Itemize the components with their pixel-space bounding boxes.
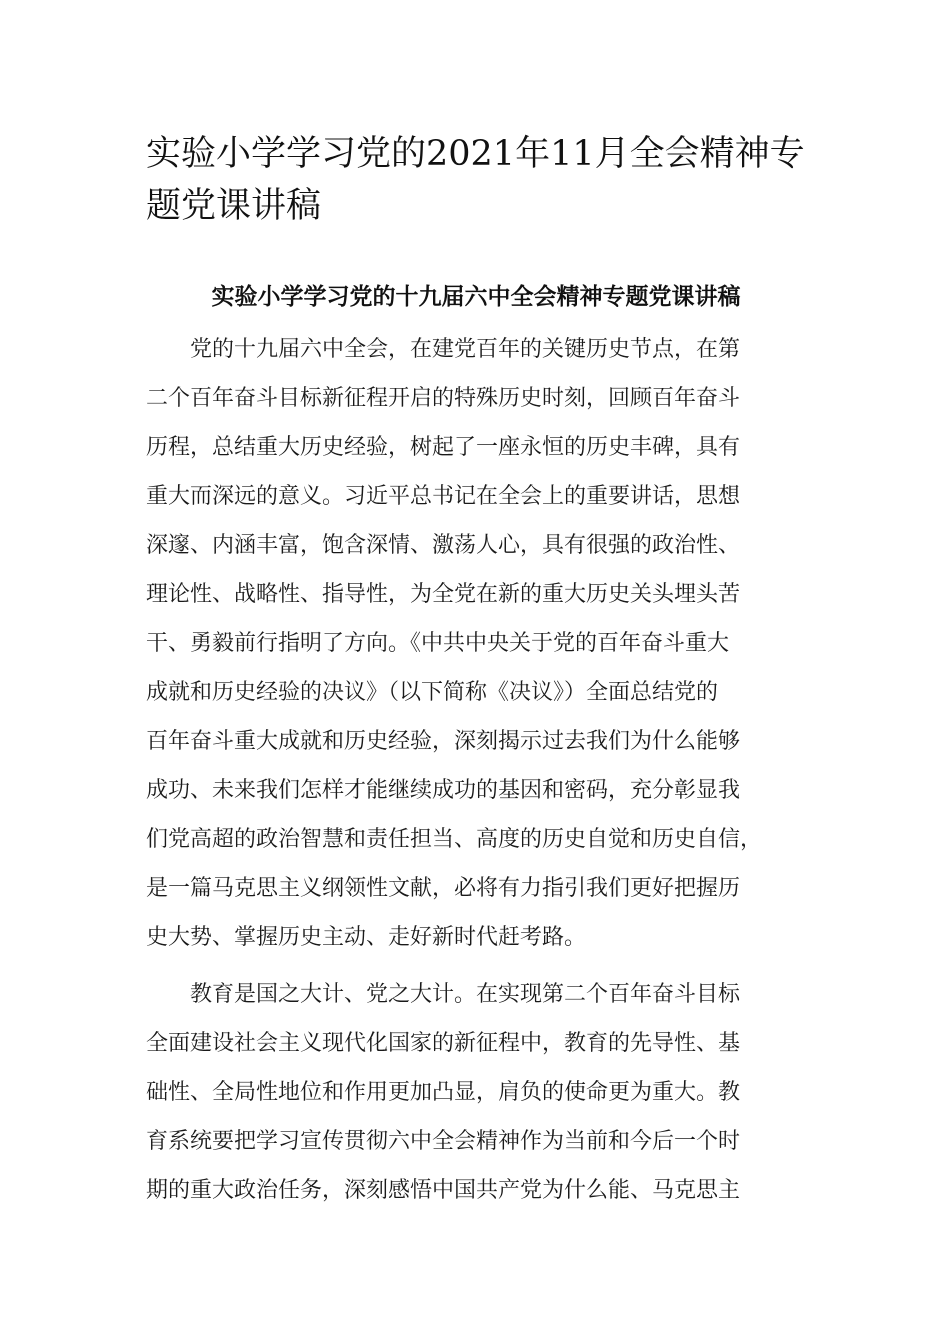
paragraph-2-line: 全面建设社会主义现代化国家的新征程中，教育的先导性、基 (146, 1031, 741, 1056)
paragraph-1-line: 二个百年奋斗目标新征程开启的特殊历史时刻，回顾百年奋斗 (146, 386, 741, 411)
paragraph-1-line: 成功、未来我们怎样才能继续成功的基因和密码，充分彰显我 (146, 778, 741, 803)
document-title (146, 128, 816, 232)
title-line-1: 实验小学学习党的2021年11月全会精神专 (146, 134, 805, 174)
title-line-2: 题党课讲稿 (146, 186, 322, 226)
paragraph-1-line: 理论性、战略性、指导性，为全党在新的重大历史关头埋头苦 (146, 582, 741, 607)
paragraph-2-line: 育系统要把学习宣传贯彻六中全会精神作为当前和今后一个时 (146, 1129, 741, 1154)
paragraph-1-line: 们党高超的政治智慧和责任担当、高度的历史自觉和历史自信， (146, 827, 763, 852)
paragraph-1-line: 党的十九届六中全会，在建党百年的关键历史节点，在第 (190, 337, 741, 362)
paragraph-1-line: 重大而深远的意义。习近平总书记在全会上的重要讲话，思想 (146, 484, 741, 509)
paragraph-1-line: 历程，总结重大历史经验，树起了一座永恒的历史丰碑，具有 (146, 435, 741, 460)
paragraph-1-line: 是一篇马克思主义纲领性文献，必将有力指引我们更好把握历 (146, 876, 741, 901)
paragraph-2-line: 础性、全局性地位和作用更加凸显，肩负的使命更为重大。教 (146, 1080, 741, 1105)
paragraph-2-line: 教育是国之大计、党之大计。在实现第二个百年奋斗目标 (190, 982, 741, 1007)
paragraph-1-line: 百年奋斗重大成就和历史经验，深刻揭示过去我们为什么能够 (146, 729, 741, 754)
paragraph-1-line: 干、勇毅前行指明了方向。《中共中央关于党的百年奋斗重大 (146, 631, 730, 656)
document-subtitle: 实验小学学习党的十九届六中全会精神专题党课讲稿 (211, 283, 741, 310)
paragraph-1-line: 深邃、内涵丰富，饱含深情、激荡人心，具有很强的政治性、 (146, 533, 741, 558)
paragraph-1-line: 成就和历史经验的决议》（以下简称《决议》）全面总结党的 (146, 680, 719, 705)
paragraph-1-line: 史大势、掌握历史主动、走好新时代赶考路。 (146, 925, 587, 950)
paragraph-2-line: 期的重大政治任务，深刻感悟中国共产党为什么能、马克思主 (146, 1178, 741, 1203)
